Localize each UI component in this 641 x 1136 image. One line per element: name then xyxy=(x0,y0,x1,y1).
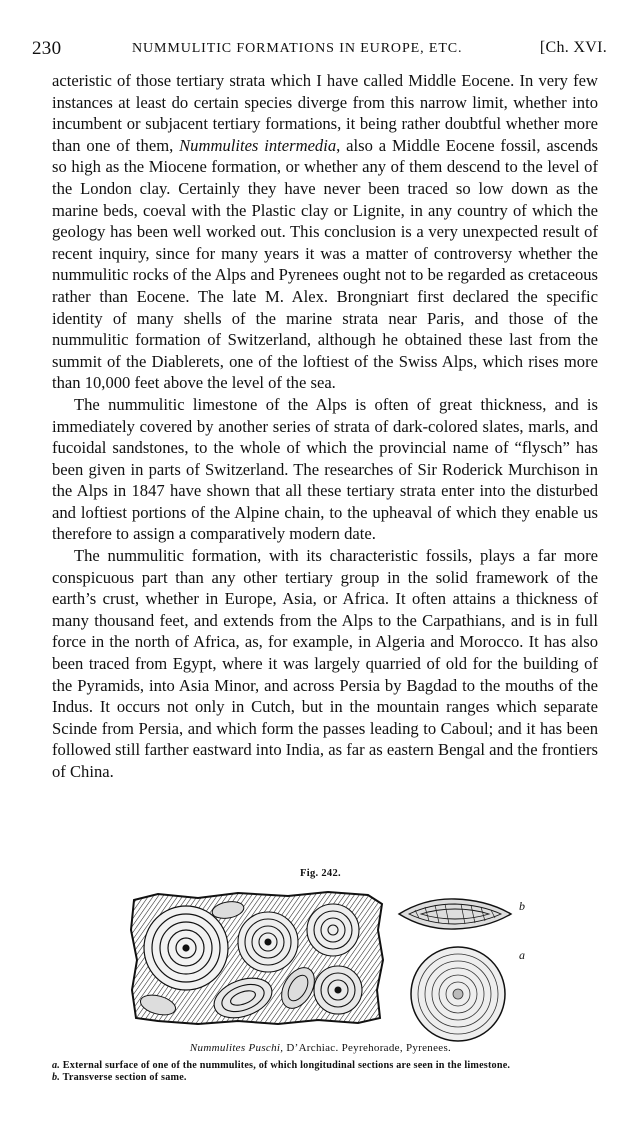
caption-species: Nummulites Puschi, xyxy=(189,1042,284,1054)
limestone-specimen-illustration xyxy=(128,890,386,1026)
external-surface-illustration xyxy=(408,944,508,1044)
figure-note-b xyxy=(52,1072,598,1084)
running-title: NUMMULITIC FORMATIONS IN EUROPE, ETC. xyxy=(132,41,463,56)
caption-source: D’Archiac. Peyrehorade, Pyrenees. xyxy=(286,1042,452,1054)
note-b-letter: b. xyxy=(52,1072,61,1083)
page-number: 230 xyxy=(32,38,62,59)
paragraph-3: The nummulitic formation, with its characteristic fossils, plays a far more conspicuous part than any other tertiary group in the solid framework of the earth’s crust, whether in Europe, Asia, or Africa. It often attains a thickness of many thousand feet, and extends from the Alps to the Carpathians, and is in full force in the north of Africa, as, for example, in Algeria and Morocco. It has also been traced from Egypt, where it was largely quarried of old for the building of the Pyramids, into Asia Minor, and across Persia by Bagdad to the mouths of the Indus. It occurs not only in Cutch, but in the mountain ranges which separate Scinde from Persia, and which form the passes leading to Caboul; and it has been followed still farther eastward into India, as far as eastern Bengal and the frontiers of China. xyxy=(52,546,598,781)
chapter-reference: [Ch. XVI. xyxy=(539,39,607,56)
figure-notes xyxy=(52,1060,598,1084)
transverse-section-illustration xyxy=(395,895,515,933)
paragraph-1-text-a: acteristic of those tertiary strata which I have called Middle Eocene. In very few instances at least do certain species diverge from this narrow limit, whether into incumbent or subjacent tertiary formations, it being rather doubtful whether more than one of them, xyxy=(52,71,598,155)
note-a-letter: a. xyxy=(52,1060,61,1071)
species-name-italic: Nummulites intermedia xyxy=(179,135,337,155)
note-a-text: External surface of one of the nummulites, of which longitudinal sections are seen in the limestone. xyxy=(62,1060,511,1071)
paragraph-2: The nummulitic limestone of the Alps is often of great thickness, and is immediately covered by another series of strata of dark-colored slates, marls, and fucoidal sandstones, to the whole of which the provincial name of “flysch” has been given in parts of Switzerland. The researches of Sir Roderick Murchison in the Alps in 1847 have shown that all these tertiary strata enter into the disturbed and loftiest portions of the Alpine chain, to the upheaval of which they enable us therefore to assign a comparatively modern date. xyxy=(52,394,598,544)
figure-label: Fig. 242. xyxy=(300,868,341,879)
figure-part-b-label: b xyxy=(519,899,525,913)
figure-note-a xyxy=(52,1060,598,1072)
figure-caption xyxy=(0,1042,641,1054)
paragraph-1-text-b: , also a Middle Eocene fossil, ascends so high as the Miocene formation, or whether any of them descend to the level of the London clay. Certainly they have never been traced so low down as the marine beds, coeval with the Plastic clay or Lignite, in any country of which the geology has been well worked out. This conclusion is a very unexpected result of recent inquiry, since for many years it was a matter of controversy whether the nummulitic rocks of the Alps and Pyrenees ought not to be regarded as cretaceous rather than Eocene. The late M. Alex. Brongniart first declared the specific identity of many shells of the marine strata near Paris, and those of the nummulitic formation of Switzerland, although he obtained these last from the summit of the Diablerets, one of the loftiest of the Swiss Alps, which rises more than 10,000 feet above the level of the sea. xyxy=(52,135,598,393)
note-b-text: Transverse section of same. xyxy=(62,1072,187,1083)
running-header xyxy=(32,38,607,60)
figure-part-a-label: a xyxy=(519,948,525,962)
paragraph-1 xyxy=(52,70,598,394)
body-text xyxy=(52,70,598,783)
